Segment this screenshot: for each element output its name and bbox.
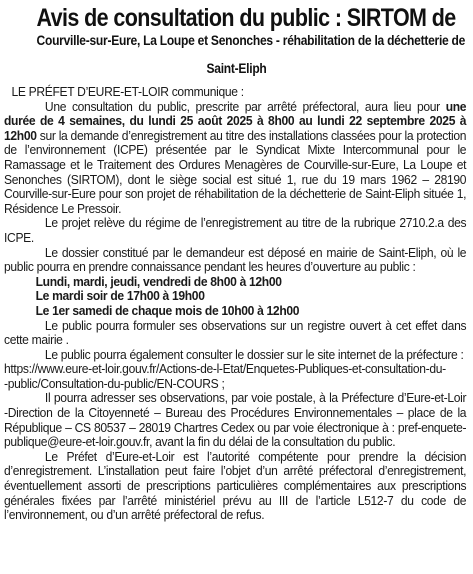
paragraph-consultation [4,100,466,217]
notice-title: Avis de consultation du public : SIRTOM de [36,4,456,32]
paragraph-observations-start: Il pourra adresser ses observations, par voie postale, à la Préfecture d’Eure-et-Loir -Direction de la Citoyenneté – Bureau des Procédures Environnementales – place de la République – CS 80537 – 28019 Chartres Cedex ou par voie électronique à : pref-enquete-publique@eure-et-loir.gouv.fr [4,390,467,450]
paragraph-consultation-start: Une consultation du public, prescrite par arrêté préfectoral, aura lieu pour [44,98,446,114]
schedule-line: Le mardi soir de 17h00 à 19h00 [35,288,205,304]
notice-subtitle-line2: Saint-Eliph [206,60,267,76]
notice-body [4,85,466,523]
schedule-line: Le 1er samedi de chaque mois de 10h00 à 12h00 [35,302,300,318]
paragraph-dossier: Le dossier constitué par le demandeur est déposé en mairie de Saint-Eliph, où le public pourra en prendre connaissance pendant les heures d’ouverture au public : [4,244,467,275]
schedule-line: Lundi, mardi, jeudi, vendredi de 8h00 à 12h00 [35,273,282,289]
paragraph-observations-end: , avant la fin du délai de la consultation du public. [149,434,396,450]
paragraph-registre: Le public pourra formuler ses observations sur un registre ouvert à cet effet dans cette mairie . [4,317,467,348]
paragraph-consultation-end: sur la demande d’enregistrement au titre des installations classées pour la protection de l’environnement (ICPE) présentée par le Syndicat Mixte Intercommunal pour le Ramassage et le Traitement des Ordures Menagères de Courville-sur-Eure, La Loupe et Senonches (SIRTOM), dont le siège social est situé 1, rue du 19 mars 1962 – 28190 Courville-sur-Eure pour son projet de réhabilitation de la déchetterie de Saint-Eliph située 1, Résidence Le Pressoir. [4,127,467,216]
paragraph-authority: Le Préfet d’Eure-et-Loir est l’autorité compétente pour prendre la décision d’enregistrement. L’installation peut faire l’objet d’un arrêté préfectoral d’enregistrement, éventuellement assorti de prescriptions particulières complémentaires aux prescriptions générales fixées par l’arrêté ministériel prévu au III de l’article L512-7 du code de l’environnement, ou d’un arrêté préfectoral de refus. [4,448,467,523]
prefecture-url-line2[interactable]: -public/Consultation-du-public/EN-COURS ; [4,375,225,391]
prefecture-url-line1[interactable]: https://www.eure-et-loir.gouv.fr/Actions-de-l-Etat/Enquetes-Publiques-et-consultation-du- [4,361,446,377]
consultation-dates: une durée de 4 semaines, du lundi 25 août 2025 à 8h00 au lundi 22 septembre 2025 à 12h00 [4,98,467,143]
notice-subtitle-line1: Courville-sur-Eure, La Loupe et Senonches - réhabilitation de la déchetterie de [36,32,466,48]
paragraph-observations [4,391,466,449]
paragraph-regime: Le projet relève du régime de l’enregistrement au titre de la rubrique 2710.2.a des ICPE. [4,215,467,245]
paragraph-website: Le public pourra également consulter le dossier sur le site internet de la préfecture : [44,346,464,362]
notice-intro: LE PRÉFET D’EURE-ET-LOIR communique : [11,84,244,99]
